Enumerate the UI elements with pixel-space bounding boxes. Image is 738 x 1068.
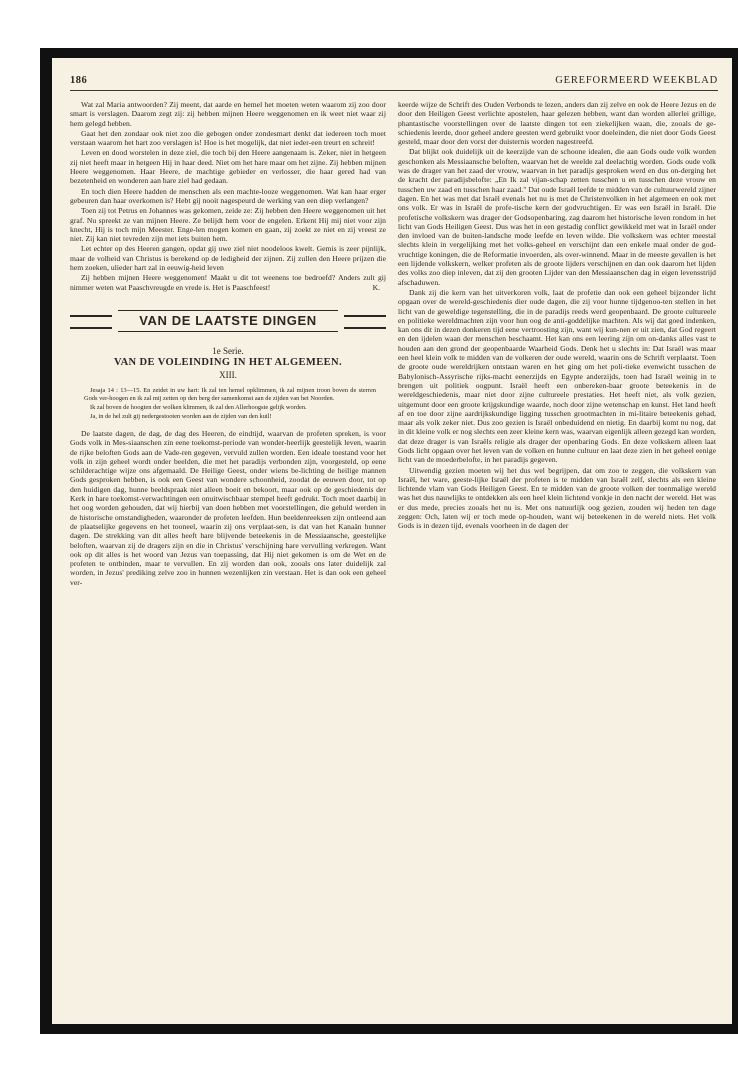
section-title: VAN DE LAATSTE DINGEN (118, 310, 338, 332)
author-signature: K. (372, 282, 380, 292)
article-paragraph: Dank zij die kern van het uitverkoren volk, laat de profetie dan ook een geheel bijzonder licht opgaan over de wereld-geschiedenis dier oude dagen, die zij voor hunne tijdgenoo-ten stellen in het licht van de geweldige tegenstelling, die in de paradijs reeds werd geopenbaard. De groote cultureele en politieke wereldmachten zijn voor hun oog de anti-goddelijke machten. Als wij dat goed indenken, kan ons dit in dezen donkeren tijd eene vertroosting zijn, want wij kun-nen er uit zien, dat God regeert en den ijdelen waan der menschen beschaamt. Het kan ons een leering zijn om on-danks alles vast te houden aan den grond der geopenbaarde Waarheid Gods. Denk het u slechts in: Dat Israël was maar een heel klein volk te midden van de volkeren der oude wereld, waarin ons de Schrift verplaatst. Toen de groote oude wereldrijken ontstaan waren en het ging om het poli-tieke evenwicht tusschen de Babylonisch-Assyrische rijks-macht eenerzijds en Egypte anderzijds, toen had Israël weinig in te brengen uit politiek oogpunt. Israël heeft een onbereken-baar groote beteekenis in de wereldgeschiedenis, maar niet door zijne cultureele prestaties. Het heeft niet, als volk gezien, uitgemunt door een groote krijgskundige waarde, noch door zijne wetenschap en kunst. Het land heeft af en toe door zijne aardrijkskundige ligging tusschen grootmachten in mi-litaire beteekenis gehad, maar als volk zeker niet. Dus zoo gezien is Israël onbeduidend en nietig. En daarbij komt nu nog, dat in dit kleine volk er nog slechts een zeer kleine kern was, waarvan eigenlijk alleen gezegd kan worden, dat deze drager is van Israëls religie als drager der openbaring Gods. En deze volkskern alleen laat Gods licht opgaan over het leven van de volken en hunne cultuur en laat deze zien in het geheel eenige licht van de moederbelofte, in het paradijs gegeven. (398, 287, 716, 465)
section-banner (70, 310, 386, 332)
scripture-line: Jesaja 14 : 13—15. En zeidet in uw hart: Ik zal ten hemel opklimmen, ik zal mijnen troon boven de sterren Gods ver-hoogen en ik zal mij zetten op den berg der samenkomst aan de zijden van het Noorden. (84, 386, 376, 402)
scripture-line: Ik zal boven de hoogten der wolken klimmen, ik zal den Allerhoogste gelijk worden. (90, 403, 307, 411)
article-subtitle: VAN DE VOLEINDING IN HET ALGEMEEN. (113, 356, 343, 368)
paragraph: En toch dien Heere hadden de menschen als een machte-looze weggenomen. Wat kan haar erger gebeuren dan haar overkomen is? Hebt gij nooit nagespeurd de werking van een diep verlangen? (70, 186, 386, 205)
running-header (70, 74, 718, 91)
article-paragraph: keerde wijze de Schrift des Ouden Verbonds te lezen, anders dan zij zelve en ook de Heere Jezus en de door den Heiligen Geest verlichte apostelen, haar gelezen hebben, want dan worden allerlei grillige, phantastische voorstellingen over de laatste dingen tot een ziekelijken waan, die, zooals de ge-schiedenis leerde, door geheel andere geesten werd gebruikt voor doeleinden, die niet door Gods Geest gesteld, maar door den vorst der duisternis worden nagestreefd. (398, 100, 716, 147)
article-paragraph: Uitwendig gezien moeten wij het dus wel begrijpen, dat om zoo te zeggen, die volkskern van Israël, het ware, geeste-lijke Israël der profeten is te midden van Israël zelf, slechts als een kleine lichtende vlam van Gods Heiligen Geest. En te midden van de groote volken der toenmalige wereld was het dus nauwlijks te ontdekken als een heel klein lichtend vonkje in den nacht der wereld. Het was er dus mede, precies zooals het nu is. Met ons natuurlijk oog gezien, zouden wij heden ten dage zeggen: Och, laten wij er toch mede op-houden, want wij beteekenen in de wereld niets. Het volk Gods is in dezen tijd, evenals voorheen in de dagen der (398, 465, 716, 531)
left-column (70, 100, 386, 588)
banner-rule-right (344, 315, 386, 329)
article-paragraph: Dat blijkt ook duidelijk uit de keerzijde van de schoone idealen, die aan Gods oude volk worden geschonken als Messiaansche beloften, waarvan het de weelde zal deelachtig worden. Gods oude volk was de drager van het zaad der vrouw, waarvan in het paradijs gesproken werd en dus on-derging het de kracht der paradijsbelofte: „En Ik zal vijan-schap zetten tusschen u en tusschen deze vrouw en tusschen uw zaad en tusschen haar zaad." Dat oude Israël leefde te midden van de cultuurwereld zijner dagen. En het was met dat Israël evenals het nu is met de Christenvolken in het algemeen en ook met ons volk. Er was in Israël de profe-tische kern der godvruchtigen. Er was een Israël in Israël. Die profetische volkskern was drager der Godsopenbaring, zag daarom het historische leven rondom in het licht van Gods Heiligen Geest. Dus was het in een gestadig conflict gewikkeld met wat in Israël onder den invloed van de buiten-landsche mode leefde en leven wilde. Die volkskern was echter meestal slechts klein in vergelijking met het volks-geheel en verschijnt dan een enkele maal onder de god-vruchtige koningen, die de Reformatie invoerden, als over-winnend. Maar in de meeste gevallen is het een lijdende volkskern, welker profeten als de groote lijders verschijnen en dan ook daarom het lijden des volks zoo diep inleven, dat zij den grooten Lijder van den Messiaanschen dag in eigen levensstrijd afschaduwen. (398, 147, 716, 287)
scan-border (40, 48, 738, 1034)
paragraph: Let echter op des Heeren gangen, opdat gij uwe ziel niet noodeloos kwelt. Gemis is zeer pijnlijk, maar de volheid van Christus is berekend op de ledigheid der zijnen. Zij zullen den Heere prijzen die hem zoeken, ulieder hart zal in eeuwig-heid leven (70, 244, 386, 273)
page-number: 186 (70, 75, 88, 86)
closing-line: Zij hebben mijnen Heere weggenomen! Maakt u dit tot weenens toe bedroefd? Anders zult gij nimmer weten wat Paaschvreugde en vrede is. Het is Paaschfeest! (70, 273, 386, 292)
paragraph: Leven en dood worstelen in deze ziel, die toch bij den Heere aangenaam is. Zeker, niet in hetgeen zij niet heeft maar in hetgeen Hij in haar deed. Niet om het hare maar om het zijne. Zij hebben mijnen Heere weggenomen. Haar Heere, de machtige gebieder en verlosser, die haar gered had van bezetenheid en wonderen aan hare ziel had gedaan. (70, 148, 386, 186)
paragraph: Gaat het den zondaar ook niet zoo die gebogen onder zondesmart denkt dat iedereen toch moet verstaan waarom het hart zoo verslagen is! Hoe is het mogelijk, dat niet ieder-een treurt en schreit! (70, 128, 386, 148)
series-label: 1e Serie. (212, 345, 244, 356)
paragraph: Toen zij tot Petrus en Johannes was gekomen, zeide ze: Zij hebben den Heere weggenomen uit het graf. Nu spreekt ze van mijnen Heere. Ze belijdt hem voor de engelen. Erkent Hij mij niet voor zijn knecht, Hij is toch mijn Meester. Enge-len mogen komen en gaan, zij zoekt ze niet en zij vreest ze niet. Zij kan niet tevreden zijn met iets buiten hem. (70, 206, 386, 244)
banner-rule-left (70, 315, 112, 329)
right-column (398, 100, 716, 532)
article-paragraph: De laatste dagen, de dag, de dag des Heeren, de eindtijd, waarvan de profeten spreken, is voor Gods volk in Mes-siaanschen zin eene toekomst-periode van wonder-heerlijk geestelijk leven, waarin de rijke beloften Gods aan de Vade-ren gegeven, vervuld zullen worden. Een ideale toestand voor het volk in zijn geheel wordt onder beelden, die met het paradijs verbonden zijn, voorgesteld, op eene schilderachtige wijze ons afgemaald. De Heilige Geest, onder wiens be-lichting de heilige mannen Gods gesproken hebben, is ook een Geest van wondere schoonheid, zoodat de eeuwen door, tot op den huidigen dag, hunne beeldspraak niet alleen boeit en bekoort, maar ook op de geschiedenis der Kerk in hare toekomst-verwachtingen een onuitwischbaar stempel heeft gedrukt. Toch moet daarbij in het oog worden gehouden, dat wij hierbij van doen hebben met voorstellingen, die gehuld werden in de historische omstandigheden, waaronder de profeten leefden. Hun beeldenreeksen zijn ontleend aan de plaatselijke gegevens en het tooneel, waarin zij ons verplaat-sen, is dat van het Kanaän hunner dagen. De strekking van dit alles heeft hare blijvende beteekenis in de Messiaansche, geestelijke beloften, waarvan zij de dragers zijn en die in Christus' verschijning hare vervulling verkregen. Want ook op dit alles is het woord van Jezus van toepassing, dat Hij niet gekomen is om de Wet en de profeten te ontbinden, maar te vervullen. En zij worden dan ook, zooals ons later duidelijk zal worden, in Jezus' prediking zelve zoo in hunnen wezenlijken zin verstaan. Het is dan ook een geheel ver- (70, 428, 386, 587)
part-number: XIII. (219, 369, 237, 380)
scripture-line: Ja, in de hel zult gij nedergestooten worden aan de zijden van den kuil! (90, 412, 272, 420)
closing-paragraph (70, 273, 386, 292)
newspaper-page (52, 58, 732, 1024)
publication-title: GEREFORMEERD WEEKBLAD (555, 75, 718, 86)
paragraph: Wat zal Maria antwoorden? Zij meent, dat aarde en hemel het moeten weten waarom zij zoo door smart is verslagen. Daarom zegt zij: zij hebben mijnen Heere weggenomen en ik weet niet waar zij hem gelegd hebben. (70, 100, 386, 128)
scripture-quote (70, 387, 386, 421)
